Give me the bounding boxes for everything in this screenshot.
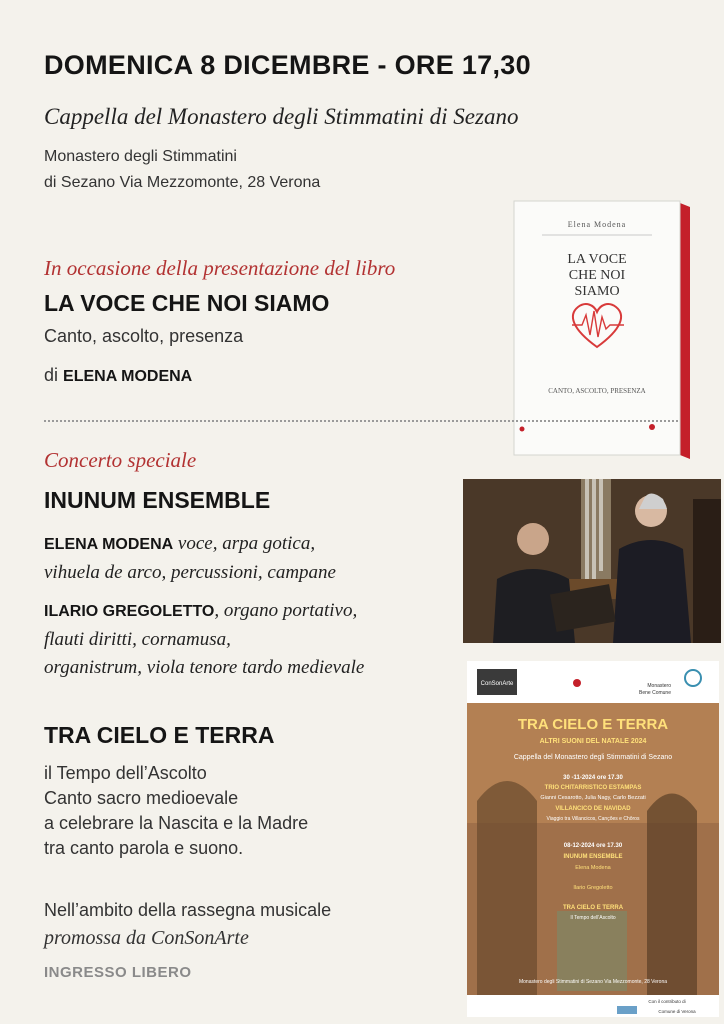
- tra-line-1: il Tempo dell’Ascolto: [44, 763, 207, 783]
- poster-footer: Monastero degli Stimmatini di Sezano Via Mezzomonte, 28 Verona: [518, 979, 668, 985]
- poster-subtitle: ALTRI SUONI DEL NATALE 2024: [539, 738, 647, 745]
- concert-label: Concerto speciale: [44, 448, 197, 472]
- poster-event-2-desc: Il Tempo dell'Ascolto: [570, 915, 616, 921]
- tra-line-4: tra canto parola e suono.: [44, 838, 244, 858]
- tra-cielo-description: [44, 761, 308, 861]
- poster-date-2: 08-12-2024 ore 17.30: [563, 843, 623, 849]
- book-title: LA VOCE CHE NOI SIAMO: [44, 290, 330, 316]
- book-author-line: [44, 365, 192, 386]
- cover-author: Elena Modena: [567, 220, 627, 229]
- member1-instr-b: vihuela de arco, percussioni, campane: [44, 562, 336, 583]
- member2-instr-a: , organo portativo,: [214, 600, 358, 621]
- poster-contrib: Con il contributo di: [648, 999, 686, 1004]
- poster-group-1: TRIO CHITARRISTICO ESTAMPAS: [544, 785, 642, 791]
- address-line-1: Monastero degli Stimmatini: [44, 148, 237, 165]
- cover-title-1: LA VOCE: [567, 252, 627, 267]
- event-date-time: DOMENICA 8 DICEMBRE - ORE 17,30: [44, 50, 531, 80]
- cover-subtitle: CANTO, ASCOLTO, PRESENZA: [548, 387, 646, 395]
- poster-logo-right-1: Monastero: [647, 683, 671, 689]
- poster-group-1-members: Gianni Cesarotto, Julia Nagy, Carlo Bezzati: [540, 795, 646, 801]
- poster-venue: Cappella del Monastero degli Stimmatini di Sezano: [513, 754, 673, 761]
- by-prefix: di: [44, 365, 59, 385]
- tra-line-2: Canto sacro medioevale: [44, 788, 239, 808]
- poster-title: TRA CIELO E TERRA: [517, 716, 669, 733]
- book-subtitle: Canto, ascolto, presenza: [44, 326, 244, 346]
- member1-name: ELENA MODENA: [44, 536, 174, 553]
- member2-instr-b: flauti diritti, cornamusa,: [44, 629, 231, 650]
- member-1: [44, 530, 336, 587]
- free-entry-label: INGRESSO LIBERO: [44, 964, 192, 981]
- book-author: ELENA MODENA: [63, 368, 193, 385]
- tra-cielo-title: TRA CIELO E TERRA: [44, 722, 275, 748]
- ensemble-name: INUNUM ENSEMBLE: [44, 487, 271, 513]
- poster-event-1-desc: Viaggio tra Villancicos, Canções e Chôros: [546, 816, 640, 822]
- poster-date-1: 30 -11-2024 ore 17.30: [563, 775, 623, 781]
- book-occasion: In occasione della presentazione del libro: [44, 256, 396, 280]
- poster-logo-right-2: Bene Comune: [639, 690, 671, 696]
- cover-title-2: CHE NOI: [568, 268, 626, 283]
- rassegna-info: [44, 896, 331, 952]
- rassegna-line-2: promossa da ConSonArte: [44, 927, 249, 949]
- poster-logo-consonarte: ConSonArte: [480, 681, 514, 687]
- cover-title-3: SIAMO: [574, 284, 620, 299]
- venue-name: Cappella del Monastero degli Stimmatini di Sezano: [44, 104, 519, 129]
- venue-address: [44, 144, 320, 196]
- publisher-logo-icon: [573, 679, 581, 687]
- tra-line-3: a celebrare la Nascita e la Madre: [44, 813, 309, 833]
- poster-contrib-logo: Comune di Verona: [658, 1009, 696, 1014]
- publisher-logo-icon: [649, 424, 655, 430]
- poster-group-2-m1: Elena Modena: [575, 865, 611, 871]
- festival-poster: [467, 661, 719, 1017]
- poster-group-2: INUNUM ENSEMBLE: [563, 854, 623, 860]
- rassegna-line-1: Nell’ambito della rassegna musicale: [44, 900, 332, 920]
- member2-name: ILARIO GREGOLETTO: [44, 603, 215, 620]
- poster-group-2-m2: Ilario Gregoletto: [573, 885, 613, 891]
- address-line-2: di Sezano Via Mezzomonte, 28 Verona: [44, 174, 321, 191]
- poster-event-1: VILLANCICO DE NAVIDAD: [555, 806, 631, 812]
- poster-event-2: TRA CIELO E TERRA: [562, 905, 624, 911]
- member2-instr-c: organistrum, viola tenore tardo medievale: [44, 657, 365, 678]
- member-2: [44, 597, 364, 682]
- ensemble-photo: [463, 479, 721, 643]
- member1-instr-a: voce, arpa gotica,: [177, 533, 316, 554]
- section-divider: [44, 420, 678, 422]
